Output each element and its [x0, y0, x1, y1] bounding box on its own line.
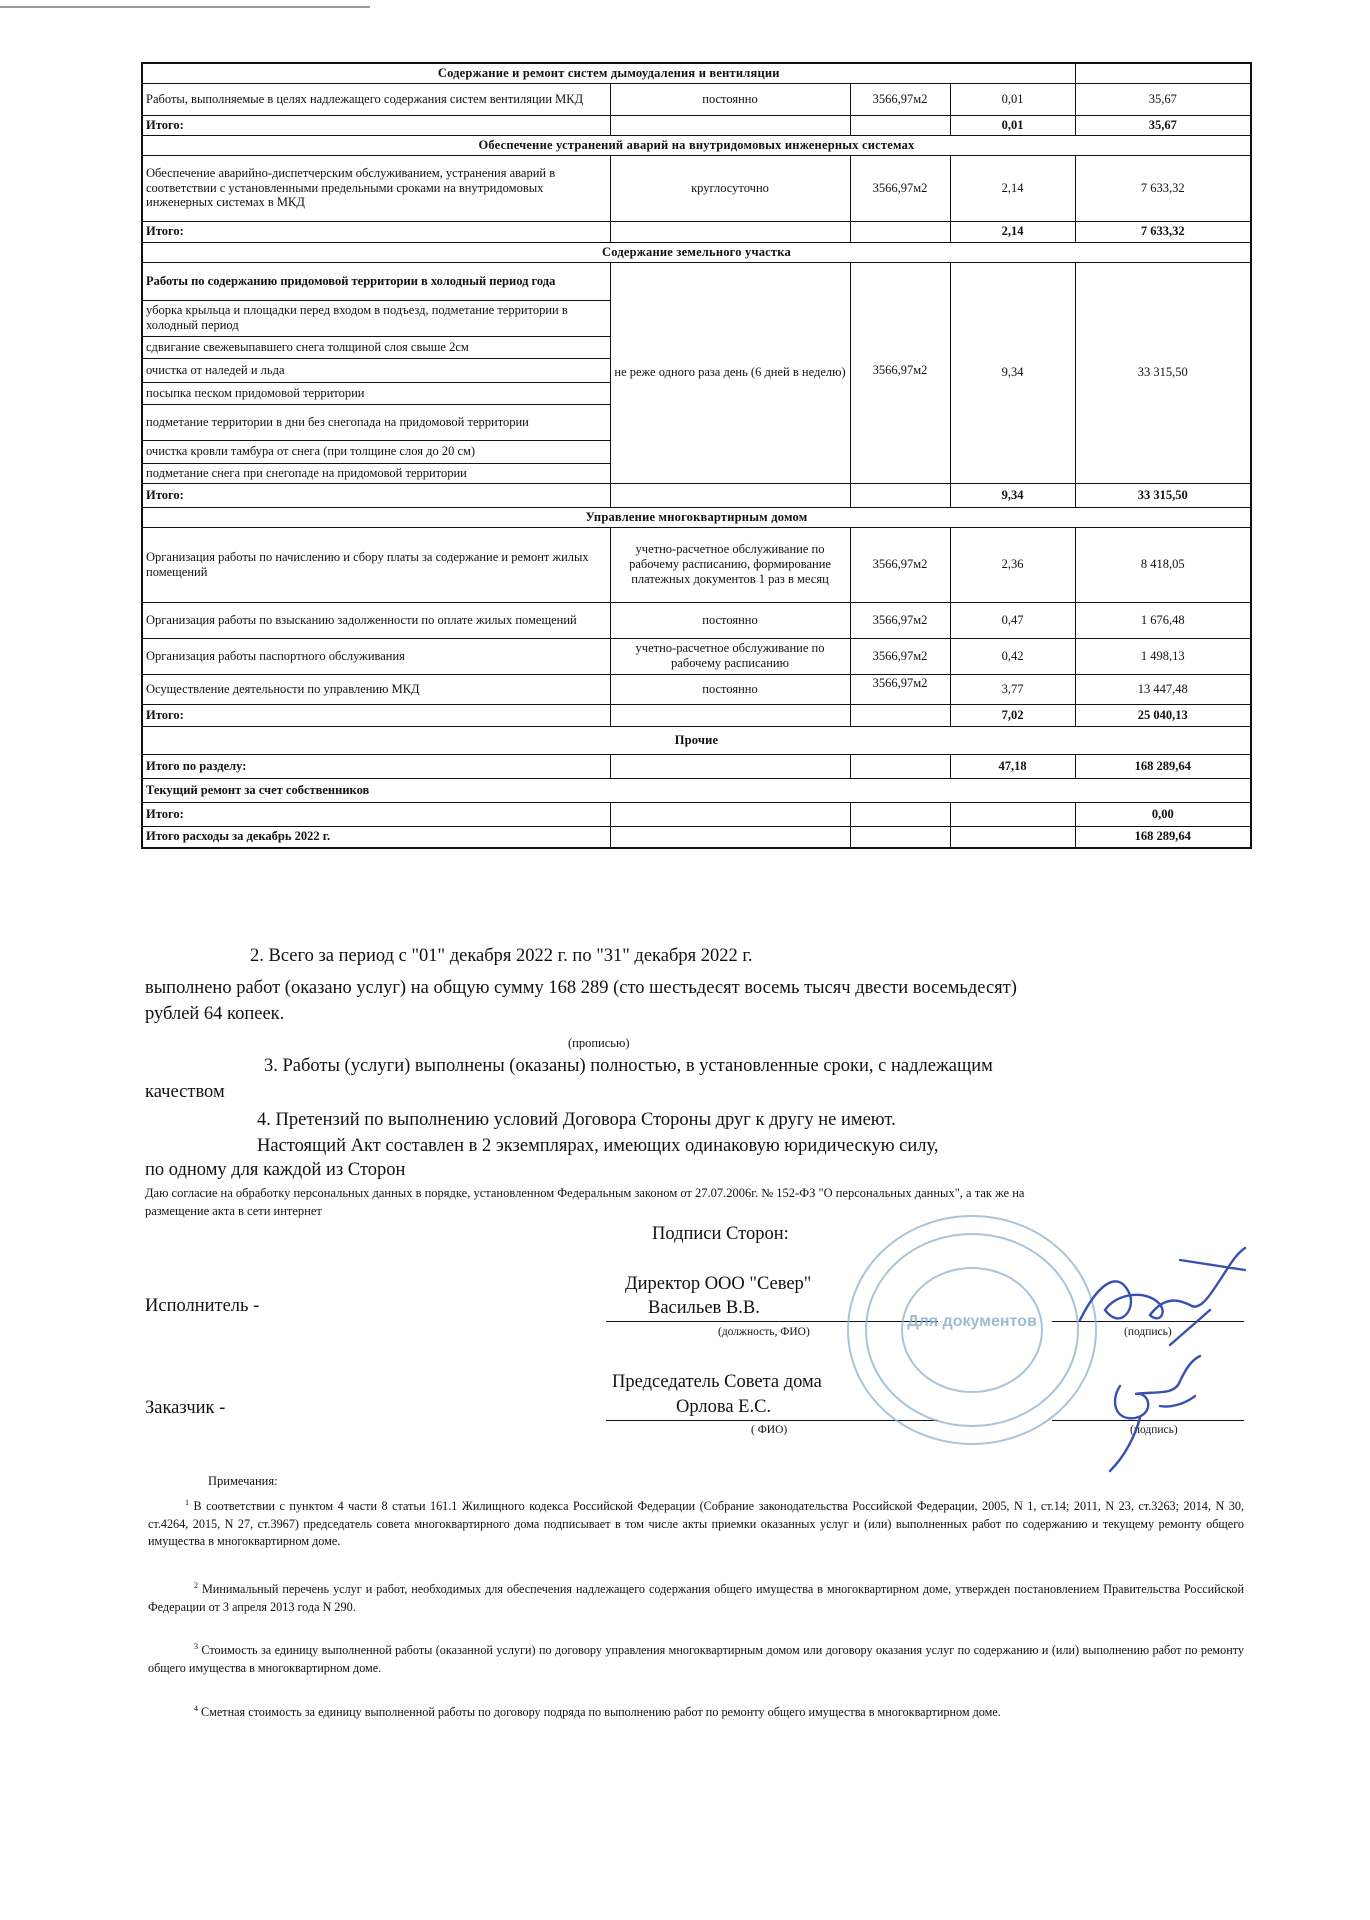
- area-cell: 3566,97м2: [850, 527, 950, 602]
- note-1: [148, 1497, 1244, 1551]
- table-row: [142, 674, 1251, 704]
- executor-caption: (должность, ФИО): [718, 1326, 810, 1338]
- note-number: 1: [185, 1498, 189, 1507]
- note-text: Стоимость за единицу выполненной работы (оказанной услуги) по договору управления многоквартирным домом или договору оказания услуг по содержанию и (или) выполнению работ по ремонту общего имущества в многоквартирном доме.: [148, 1643, 1244, 1675]
- note-3: [148, 1641, 1244, 1677]
- area-cell: 3566,97м2: [850, 155, 950, 221]
- section-header-row: [142, 726, 1251, 754]
- work-cell: Организация работы по начислению и сбору платы за содержание и ремонт жилых помещений: [142, 527, 610, 602]
- frequency-cell: постоянно: [610, 83, 850, 115]
- total-cost: 33 315,50: [1075, 483, 1251, 507]
- total-cost: 7 633,32: [1075, 221, 1251, 242]
- customer-name: Орлова Е.С.: [676, 1397, 772, 1417]
- current-repair-label: Текущий ремонт за счет собственников: [142, 778, 1251, 802]
- area-cell: 3566,97м2: [850, 638, 950, 674]
- note-number: 3: [194, 1642, 198, 1651]
- propis-caption: (прописью): [568, 1036, 630, 1050]
- paragraph-3-line-1: 3. Работы (услуги) выполнены (оказаны) полностью, в установленные сроки, с надлежащим: [264, 1056, 993, 1076]
- customer-label: Заказчик -: [145, 1398, 226, 1418]
- paragraph-2-line-3: рублей 64 копеек.: [145, 1004, 285, 1024]
- work-cell: очистка от наледей и льда: [142, 358, 610, 382]
- work-cell: Осуществление деятельности по управлению МКД: [142, 674, 610, 704]
- total-label: Итого:: [142, 704, 610, 726]
- total-rate: 7,02: [950, 704, 1075, 726]
- note-2: [148, 1580, 1244, 1616]
- frequency-cell: постоянно: [610, 602, 850, 638]
- note-text: В соответствии с пунктом 4 части 8 статьи 161.1 Жилищного кодекса Российской Федерации (Собрание законодательства Российской Федерации, 2005, N 1, ст.14; 2011, N 23, ст.3263; 2014, N 30, ст.4264, 2015, N 27, ст.3967) председатель совета многоквартирного дома подписывает в том числе акты приемки оказанных услуг и (или) выполненных работ по содержанию и текущему ремонту общего имущества в многоквартирном доме.: [148, 1499, 1244, 1549]
- table-row: [142, 83, 1251, 115]
- rate-cell: 2,14: [950, 155, 1075, 221]
- table-row: [142, 527, 1251, 602]
- work-cell: сдвигание свежевыпавшего снега толщиной слоя свыше 2см: [142, 336, 610, 358]
- notes-heading: Примечания:: [208, 1474, 278, 1488]
- section-header-row: [142, 242, 1251, 262]
- frequency-cell: учетно-расчетное обслуживание по рабочему расписанию, формирование платежных документов 1 раз в месяц: [610, 527, 850, 602]
- services-table: [141, 62, 1252, 849]
- work-cell: подметание территории в дни без снегопада на придомовой территории: [142, 404, 610, 440]
- note-number: 4: [194, 1704, 198, 1713]
- customer-caption: ( ФИО): [751, 1424, 788, 1436]
- total-label: Итого:: [142, 483, 610, 507]
- work-cell: Организация работы паспортного обслуживания: [142, 638, 610, 674]
- rate-cell: 3,77: [950, 674, 1075, 704]
- section-title-management: Управление многоквартирным домом: [142, 507, 1251, 527]
- scan-edge-line: [0, 6, 370, 8]
- total-label: Итого:: [142, 221, 610, 242]
- total-row: [142, 483, 1251, 507]
- executor-name: Васильев В.В.: [648, 1298, 760, 1318]
- section-header-row: [142, 507, 1251, 527]
- section-title-other: Прочие: [142, 726, 1251, 754]
- section-total-label: Итого по разделу:: [142, 754, 610, 778]
- section-total-rate: 47,18: [950, 754, 1075, 778]
- rate-cell: 2,36: [950, 527, 1075, 602]
- section-total-cost: 168 289,64: [1075, 754, 1251, 778]
- cost-cell: 1 498,13: [1075, 638, 1251, 674]
- frequency-cell: круглосуточно: [610, 155, 850, 221]
- signatures-header: Подписи Сторон:: [652, 1224, 789, 1244]
- area-cell: 3566,97м2: [850, 602, 950, 638]
- work-cell: подметание снега при снегопаде на придомовой территории: [142, 463, 610, 483]
- executor-sign-caption: (подпись): [1124, 1326, 1172, 1338]
- section-total-row: [142, 754, 1251, 778]
- repair-total-cost: 0,00: [1075, 802, 1251, 826]
- table-row: [142, 262, 1251, 300]
- executor-position: Директор ООО "Север": [625, 1274, 812, 1294]
- table-row: [142, 155, 1251, 221]
- cost-cell: 7 633,32: [1075, 155, 1251, 221]
- frequency-cell: учетно-расчетное обслуживание по рабочему расписанию: [610, 638, 850, 674]
- rate-cell: 0,42: [950, 638, 1075, 674]
- month-total-cost: 168 289,64: [1075, 826, 1251, 848]
- customer-position: Председатель Совета дома: [612, 1372, 822, 1392]
- paragraph-2-line-1: 2. Всего за период с "01" декабря 2022 г. по "31" декабря 2022 г.: [250, 946, 753, 966]
- work-cell: уборка крыльца и площадки перед входом в подъезд, подметание территории в холодный период: [142, 300, 610, 336]
- section-title-ventilation: Содержание и ремонт систем дымоудаления и вентиляции: [142, 63, 1075, 83]
- cost-cell: 1 676,48: [1075, 602, 1251, 638]
- paragraph-5-line-1: Настоящий Акт составлен в 2 экземплярах, имеющих одинаковую юридическую силу,: [257, 1136, 939, 1156]
- cost-cell: 8 418,05: [1075, 527, 1251, 602]
- table-row: [142, 602, 1251, 638]
- table-row: [142, 638, 1251, 674]
- stamp-text: Для документов: [907, 1313, 1037, 1330]
- month-total-label: Итого расходы за декабрь 2022 г.: [142, 826, 610, 848]
- area-cell: 3566,97м2: [850, 674, 950, 704]
- executor-label: Исполнитель -: [145, 1296, 260, 1316]
- paragraph-4: 4. Претензий по выполнению условий Договора Стороны друг к другу не имеют.: [257, 1110, 896, 1130]
- rate-cell: 9,34: [950, 262, 1075, 483]
- work-cell: Работы по содержанию придомовой территории в холодный период года: [142, 262, 610, 300]
- note-text: Минимальный перечень услуг и работ, необходимых для обеспечения надлежащего содержания общего имущества в многоквартирном доме, утвержден постановлением Правительства Российской Федерации от 3 апреля 2013 года N 290.: [148, 1582, 1245, 1614]
- total-rate: 2,14: [950, 221, 1075, 242]
- total-label: Итого:: [142, 115, 610, 135]
- note-text: Сметная стоимость за единицу выполненной работы по договору подряда по выполнению работ по ремонту общего имущества в многоквартирном доме.: [201, 1705, 1001, 1720]
- total-rate: 0,01: [950, 115, 1075, 135]
- frequency-cell: не реже одного раза день (6 дней в неделю): [610, 262, 850, 483]
- area-cell: 3566,97м2: [850, 83, 950, 115]
- rate-cell: 0,47: [950, 602, 1075, 638]
- note-4: [148, 1703, 1244, 1722]
- work-cell: посыпка песком придомовой территории: [142, 382, 610, 404]
- month-total-row: [142, 826, 1251, 848]
- note-number: 2: [194, 1581, 198, 1590]
- cost-cell: 13 447,48: [1075, 674, 1251, 704]
- cost-cell: 35,67: [1075, 83, 1251, 115]
- current-repair-row: [142, 778, 1251, 802]
- total-cost: 35,67: [1075, 115, 1251, 135]
- total-row: [142, 221, 1251, 242]
- rate-cell: 0,01: [950, 83, 1075, 115]
- section-title-land: Содержание земельного участка: [142, 242, 1251, 262]
- paragraph-3-line-2: качеством: [145, 1082, 225, 1102]
- area-cell: 3566,97м2: [850, 262, 950, 483]
- total-row: [142, 115, 1251, 135]
- cost-cell: 33 315,50: [1075, 262, 1251, 483]
- section-title-emergency: Обеспечение устранений аварий на внутридомовых инженерных системах: [142, 135, 1251, 155]
- total-row: [142, 704, 1251, 726]
- customer-signature: [1080, 1346, 1230, 1476]
- total-rate: 9,34: [950, 483, 1075, 507]
- consent-line-1: Даю согласие на обработку персональных данных в порядке, установленном Федеральным законом от 27.07.2006г. № 152-ФЗ "О персональных данных", а так же на: [145, 1186, 1025, 1200]
- total-cost: 25 040,13: [1075, 704, 1251, 726]
- work-cell: Обеспечение аварийно-диспетчерским обслуживанием, устранения аварий в соответствии с установленными предельными сроками на внутридомовых инженерных системах в МКД: [142, 155, 610, 221]
- paragraph-2-line-2: выполнено работ (оказано услуг) на общую сумму 168 289 (сто шестьдесят восемь тысяч двести восемьдесят): [145, 978, 1017, 998]
- work-cell: очистка кровли тамбура от снега (при толщине слоя до 20 см): [142, 440, 610, 463]
- frequency-cell: постоянно: [610, 674, 850, 704]
- executor-signature: [1060, 1240, 1260, 1350]
- consent-line-2: размещение акта в сети интернет: [145, 1204, 322, 1218]
- work-cell: Организация работы по взысканию задолженности по оплате жилых помещений: [142, 602, 610, 638]
- repair-total-row: [142, 802, 1251, 826]
- section-header-row: [142, 63, 1251, 83]
- repair-total-label: Итого:: [142, 802, 610, 826]
- section-header-row: [142, 135, 1251, 155]
- paragraph-5-line-2: по одному для каждой из Сторон: [145, 1160, 406, 1180]
- work-cell: Работы, выполняемые в целях надлежащего содержания систем вентиляции МКД: [142, 83, 610, 115]
- customer-sign-caption: (подпись): [1130, 1424, 1178, 1436]
